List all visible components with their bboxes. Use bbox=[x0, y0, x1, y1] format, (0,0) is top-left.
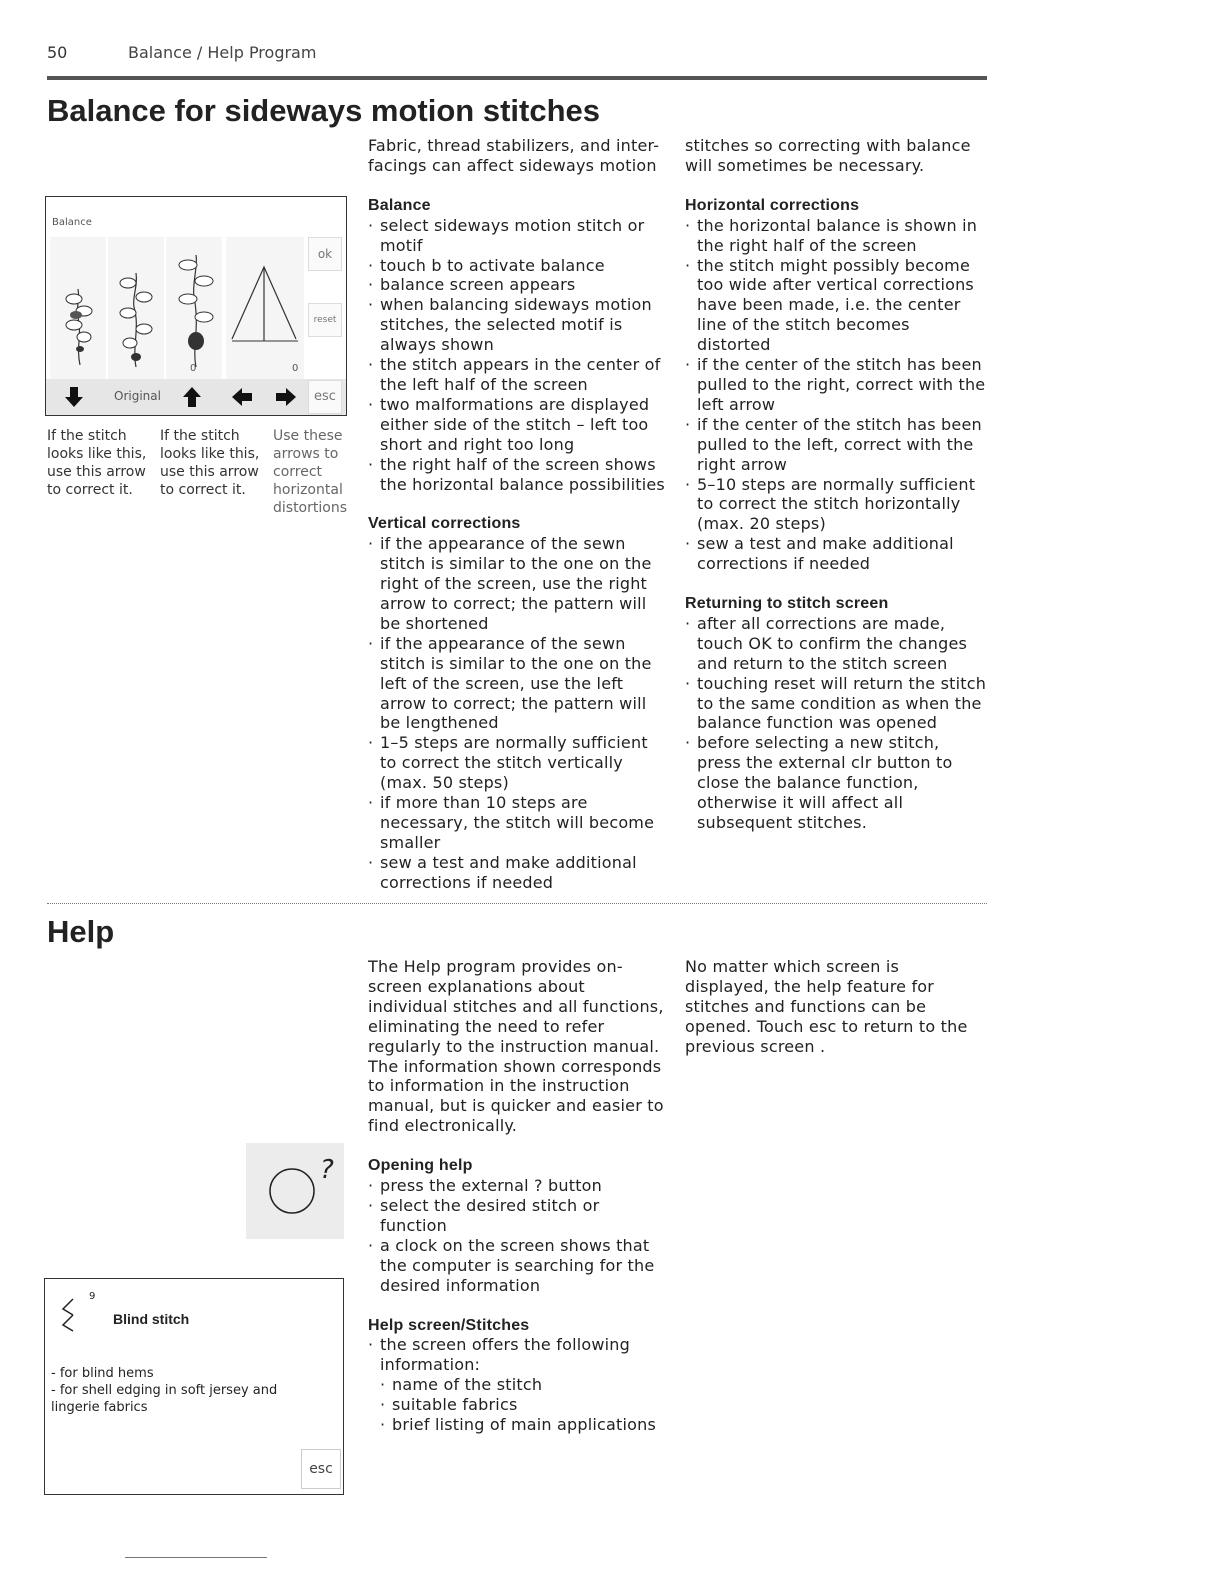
help-stitches-intro: the screen offers the following information: bbox=[380, 1335, 630, 1375]
list-item: · 1–5 steps are normally sufficient to correct the stitch vertically (max. 50 steps) bbox=[368, 733, 668, 793]
help-screen bbox=[44, 1278, 344, 1495]
list-item: · suitable fabrics bbox=[380, 1395, 668, 1415]
header-rule bbox=[47, 76, 987, 80]
opening-help-list bbox=[368, 1176, 668, 1295]
list-item: · 5–10 steps are normally sufficient to correct the stitch horizontally (max. 20 steps) bbox=[685, 475, 987, 535]
horizontal-zero-label: 0 bbox=[292, 363, 299, 374]
stitch-uses bbox=[51, 1365, 301, 1416]
caption-down-arrow: If the stitch looks like this, use this arrow to correct it. bbox=[47, 428, 147, 498]
stitch-name: Blind stitch bbox=[113, 1311, 190, 1327]
list-item: · select the desired stitch or function bbox=[368, 1196, 668, 1236]
list-item: · name of the stitch bbox=[380, 1375, 668, 1395]
list-item: · if more than 10 steps are necessary, the stitch will become smaller bbox=[368, 793, 668, 853]
stitch-panel-long bbox=[166, 237, 222, 379]
help-column-right bbox=[685, 957, 985, 1057]
section-title: Balance / Help Program bbox=[128, 43, 317, 62]
list-item: · when balancing sideways motion stitches, the selected motif is always shown bbox=[368, 295, 668, 355]
caption-horizontal-arrows: Use these arrows to correct horizontal distortions bbox=[273, 428, 347, 516]
arrow-up-icon[interactable] bbox=[182, 385, 202, 409]
stitch-panel-short bbox=[50, 237, 106, 379]
ok-button[interactable]: ok bbox=[308, 237, 342, 271]
page-title: Balance for sideways motion stitches bbox=[47, 93, 601, 128]
question-mark: ? bbox=[320, 1155, 334, 1185]
list-item: · press the external ? button bbox=[368, 1176, 668, 1196]
list-item: - for blind hems bbox=[51, 1366, 154, 1381]
balance-heading: Balance bbox=[368, 196, 431, 214]
list-item: · two malformations are displayed either side of the stitch – left too short and right too long bbox=[368, 395, 668, 455]
balance-column-left bbox=[368, 136, 668, 893]
returning-heading: Returning to stitch screen bbox=[685, 595, 889, 613]
arrow-left-icon[interactable] bbox=[230, 387, 254, 407]
balance-screen bbox=[45, 196, 347, 416]
help-stitches-heading: Help screen/Stitches bbox=[368, 1316, 530, 1334]
section-divider bbox=[47, 903, 987, 904]
vertical-corrections-heading: Vertical corrections bbox=[368, 515, 521, 533]
horizontal-balance-panel bbox=[226, 237, 304, 379]
list-item: · a clock on the screen shows that the computer is searching for the desired information bbox=[368, 1236, 668, 1296]
help-stitches-list bbox=[368, 1335, 668, 1435]
balance-intro-a: Fabric, thread stabilizers, and inter-facings can affect sideways motion bbox=[368, 136, 660, 175]
caption-up-arrow: If the stitch looks like this, use this arrow to correct it. bbox=[160, 428, 260, 498]
help-column-left bbox=[368, 957, 668, 1435]
list-item: · before selecting a new stitch, press the external clr button to close the balance function, otherwise it will affect all subsequent stitches. bbox=[685, 733, 987, 833]
reset-button[interactable]: reset bbox=[308, 303, 342, 337]
help-title: Help bbox=[47, 914, 115, 949]
original-label: Original bbox=[114, 389, 161, 403]
esc-button[interactable]: esc bbox=[308, 380, 342, 414]
list-item: · brief listing of main applications bbox=[380, 1415, 668, 1435]
page-number: 50 bbox=[47, 43, 68, 62]
list-item: · sew a test and make additional corrections if needed bbox=[368, 853, 668, 893]
list-item: · if the appearance of the sewn stitch is similar to the one on the right of the screen, use the right arrow to correct; the pattern will be shortened bbox=[368, 534, 668, 634]
returning-list bbox=[685, 614, 987, 833]
list-item: · select sideways motion stitch or motif bbox=[368, 216, 668, 256]
list-item: · if the center of the stitch has been pulled to the left, correct with the right arrow bbox=[685, 415, 987, 475]
arrow-down-icon[interactable] bbox=[64, 385, 84, 409]
list-item bbox=[368, 1335, 668, 1435]
help-stitches-sublist bbox=[380, 1375, 668, 1435]
vertical-zero-label: 0 bbox=[190, 363, 197, 374]
footer-line bbox=[125, 1557, 267, 1558]
list-item: · if the appearance of the sewn stitch is similar to the one on the left of the screen, use the left arrow to correct; the pattern will be lengthened bbox=[368, 634, 668, 734]
balance-intro-b: stitches so correcting with balance will sometimes be necessary. bbox=[685, 136, 971, 175]
list-item: · the stitch appears in the center of the left half of the screen bbox=[368, 355, 668, 395]
list-item: - for shell edging in soft jersey and lingerie fabrics bbox=[51, 1383, 278, 1415]
vertical-corrections-list bbox=[368, 534, 668, 892]
horizontal-corrections-heading: Horizontal corrections bbox=[685, 196, 860, 214]
stitch-number: 9 bbox=[89, 1291, 96, 1302]
list-item: · touch b to activate balance bbox=[368, 256, 668, 276]
stitch-panel-original bbox=[108, 237, 164, 379]
stitch-original-icon bbox=[108, 237, 164, 379]
list-item: · after all corrections are made, touch OK to confirm the changes and return to the stitch screen bbox=[685, 614, 987, 674]
list-item: · the stitch might possibly become too wide after vertical corrections have been made, i.e. the center line of the stitch becomes distorted bbox=[685, 256, 987, 356]
stitch-short-icon bbox=[50, 237, 106, 379]
balance-column-right bbox=[685, 136, 987, 833]
blind-stitch-icon bbox=[57, 1293, 85, 1339]
opening-help-heading: Opening help bbox=[368, 1157, 473, 1175]
list-item: · the right half of the screen shows the horizontal balance possibilities bbox=[368, 455, 668, 495]
stitch-long-icon bbox=[166, 237, 222, 379]
horizontal-balance-icon bbox=[226, 237, 304, 379]
arrow-right-icon[interactable] bbox=[274, 387, 298, 407]
horizontal-corrections-list bbox=[685, 216, 987, 574]
help-button-illustration bbox=[246, 1143, 344, 1239]
list-item: · if the center of the stitch has been pulled to the right, correct with the left arrow bbox=[685, 355, 987, 415]
balance-steps-list bbox=[368, 216, 668, 495]
list-item: · sew a test and make additional corrections if needed bbox=[685, 534, 987, 574]
balance-screen-title: Balance bbox=[52, 217, 92, 228]
list-item: · balance screen appears bbox=[368, 275, 668, 295]
help-esc-button[interactable]: esc bbox=[301, 1449, 341, 1489]
help-intro: The Help program provides on-screen explanations about individual stitches and all functions, eliminating the need to refer regularly to the instruction manual. The information shown corresponds to information in the instruction manual, but is quicker and easier to find electronically. bbox=[368, 957, 664, 1136]
list-item: · touching reset will return the stitch to the same condition as when the balance function was opened bbox=[685, 674, 987, 734]
help-right-text: No matter which screen is displayed, the help feature for stitches and functions can be opened. Touch esc to return to the previous screen . bbox=[685, 957, 968, 1056]
balance-controls-bar bbox=[46, 379, 346, 415]
list-item: · the horizontal balance is shown in the right half of the screen bbox=[685, 216, 987, 256]
